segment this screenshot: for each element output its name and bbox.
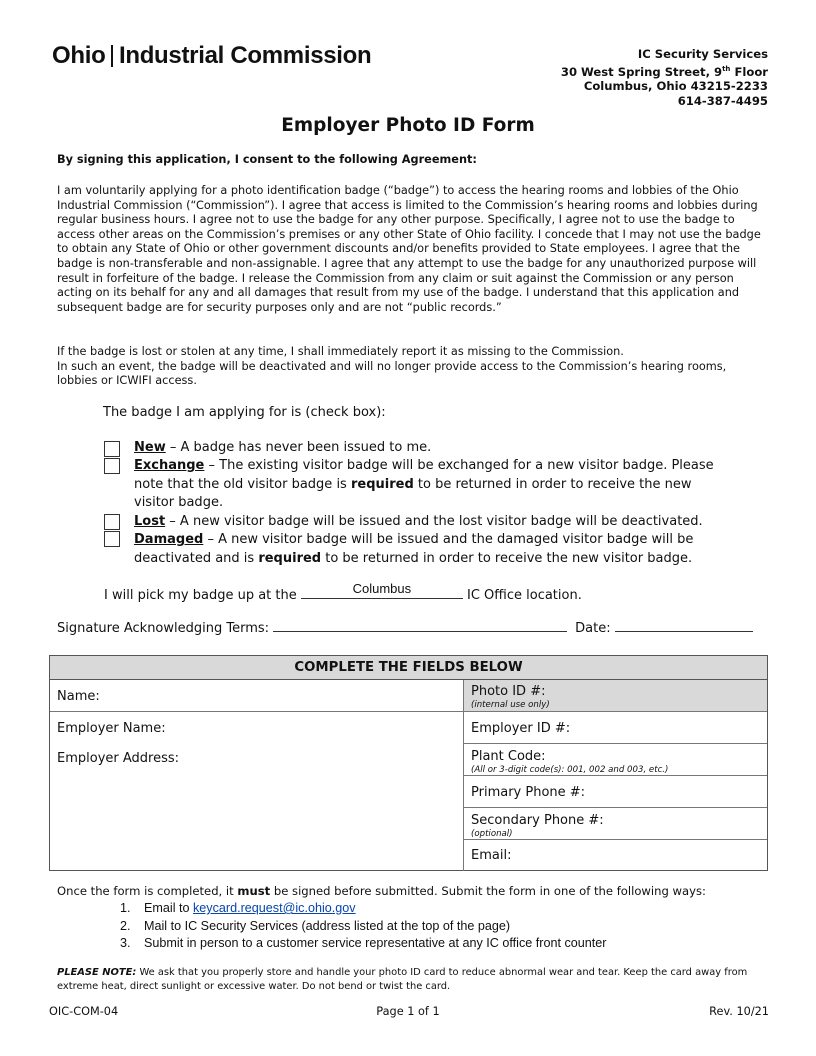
applying-for-label: The badge I am applying for is (check box):: [103, 405, 386, 420]
employer-name-field[interactable]: Employer Name:: [57, 721, 166, 736]
list-item: 1. Email to keycard.request@ic.ohio.gov: [120, 901, 356, 915]
list-item: 3. Submit in person to a customer service representative at any IC office front counter: [120, 936, 607, 950]
employer-address-field[interactable]: Employer Address:: [57, 751, 180, 766]
address-line-4: 614-387-4495: [677, 93, 768, 108]
checkbox-damaged[interactable]: [104, 531, 120, 547]
photo-id-field[interactable]: Photo ID #: (internal use only): [464, 680, 767, 711]
lost-paragraph-1: If the badge is lost or stolen at any time, I shall immediately report it as missing to the Commission.: [57, 345, 624, 358]
fields-table: [49, 655, 768, 871]
checkbox-new[interactable]: [104, 441, 120, 457]
option-damaged: Damaged – A new visitor badge will be issued and the damaged visitor badge will be deactivated and is required to be returned in order to receive the new visitor badge.: [134, 532, 694, 566]
option-lost-label: Lost: [134, 514, 166, 529]
submission-list: [120, 900, 606, 953]
consent-heading: By signing this application, I consent to the following Agreement:: [57, 153, 477, 166]
logo: [52, 42, 371, 70]
logo-ohio: Ohio: [52, 42, 106, 69]
submission-intro: Once the form is completed, it must be signed before submitted. Submit the form in one of the following ways:: [57, 884, 706, 898]
page-title: Employer Photo ID Form: [281, 115, 535, 136]
please-note: PLEASE NOTE: We ask that you properly store and handle your photo ID card to reduce abnormal wear and tear. Keep the card away from extreme heat, direct sunlight or excessive water. Do not bend or twist the card.: [57, 967, 748, 992]
checkbox-lost[interactable]: [104, 514, 120, 530]
signature-line: [57, 618, 753, 636]
secondary-phone-field[interactable]: Secondary Phone #: (optional): [471, 813, 604, 839]
date-field[interactable]: [615, 618, 753, 632]
signature-field[interactable]: [273, 618, 567, 632]
page-number: Page 1 of 1: [376, 1005, 440, 1018]
email-link[interactable]: keycard.request@ic.ohio.gov: [193, 901, 356, 915]
revision: Rev. 10/21: [709, 1005, 769, 1018]
option-new-label: New: [134, 440, 166, 455]
address-block: [561, 47, 768, 108]
lost-paragraph: [57, 345, 769, 389]
list-item: 2. Mail to IC Security Services (address listed at the top of the page): [120, 918, 511, 933]
checkbox-exchange[interactable]: [104, 458, 120, 474]
email-field[interactable]: Email:: [471, 848, 512, 863]
option-damaged-label: Damaged: [134, 532, 204, 547]
lost-paragraph-2: In such an event, the badge will be deactivated and will no longer provide access to the Commission’s hearing rooms, lobbies or ICWIFI access.: [57, 359, 727, 388]
employer-id-field[interactable]: Employer ID #:: [471, 721, 571, 736]
plant-code-field[interactable]: Plant Code: (All or 3-digit code(s): 001, 002 and 003, etc.): [471, 749, 669, 775]
pickup-location-value: Columbus: [352, 581, 412, 596]
logo-divider: [111, 45, 113, 67]
option-new: New – A badge has never been issued to me.: [134, 440, 432, 455]
form-code: OIC-COM-04: [49, 1005, 119, 1018]
name-field[interactable]: Name:: [57, 689, 100, 704]
option-exchange: Exchange – The existing visitor badge will be exchanged for a new visitor badge. Please note that the old visitor badge is required to be returned in order to receive the new visitor badge.: [134, 458, 714, 511]
signature-label: Signature Acknowledging Terms:: [57, 621, 274, 636]
address-line-3: Columbus, Ohio 43215-2233: [583, 79, 768, 94]
date-label: Date:: [575, 621, 615, 636]
logo-org: Industrial Commission: [118, 42, 372, 69]
pickup-location-field[interactable]: [301, 581, 463, 599]
address-line-1: IC Security Services: [637, 47, 768, 61]
option-exchange-label: Exchange: [134, 458, 205, 473]
option-lost: Lost – A new visitor badge will be issued and the lost visitor badge will be deactivated.: [134, 514, 703, 529]
table-header: COMPLETE THE FIELDS BELOW: [50, 656, 767, 680]
address-line-2: 30 West Spring Street, 9th Floor: [560, 64, 768, 79]
agreement-paragraph: I am voluntarily applying for a photo identification badge (“badge”) to access the hearing rooms and lobbies of the Ohio Industrial Commission (“Commission”). I agree that access is limited to the Commission’s hearing rooms and lobbies during regular business hours. I agree not to use the badge for any other purpose. Specifically, I agree not to use the badge to access other areas on the Commission’s premises or any other State of Ohio facility. I concede that I may not use the badge to obtain any State of Ohio or other government discounts and/or benefits provided to State employees. I agree that the badge is non-transferable and non-assignable. I agree that any attempt to use the badge for any unauthorized purpose will result in forfeiture of the badge. I release the Commission from any claim or suit against the Commission or any person acting on its behalf for any and all damages that result from my use of the badge. I understand that this application and subsequent badge are for security purposes only and are not “public records.”: [57, 184, 761, 314]
primary-phone-field[interactable]: Primary Phone #:: [471, 785, 586, 800]
pickup-line: I will pick my badge up at the Columbus IC Office location.: [104, 581, 582, 603]
